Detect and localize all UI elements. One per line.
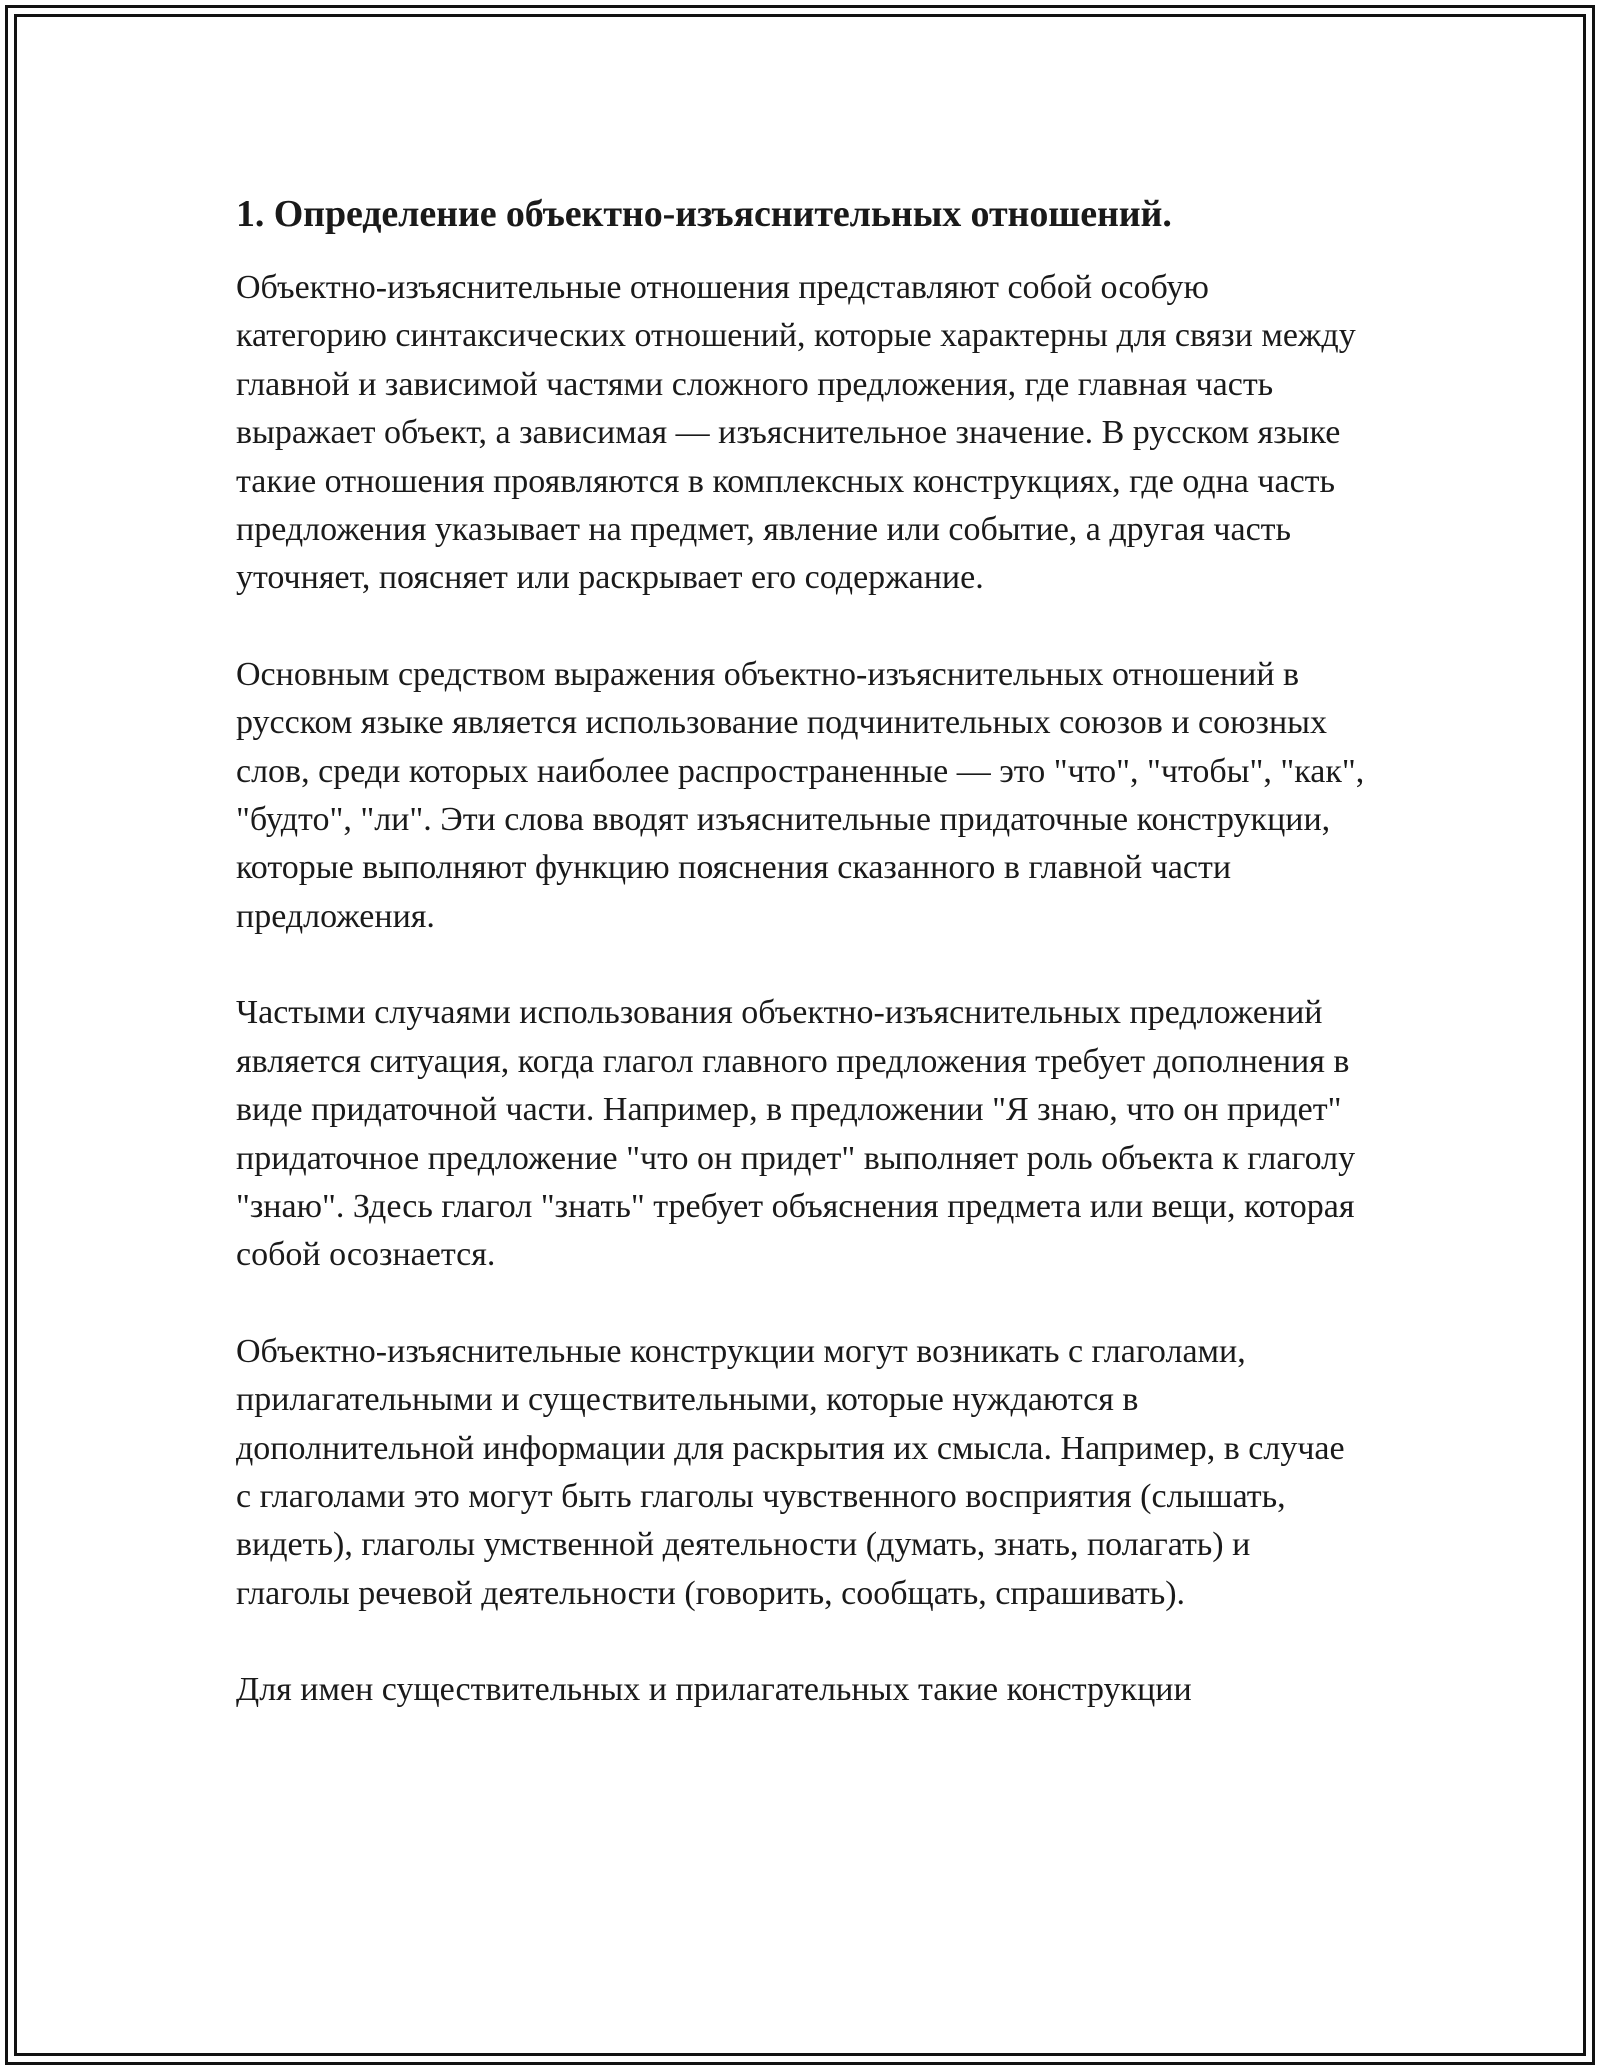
paragraph-definition: Объектно-изъяснительные отношения представляют собой особую категорию синтаксических отношений, которые характерны для связи между главной и зависимой частями сложного предложения, где главная часть выражает объект, а зависимая — изъяснительное значение. В русском языке такие отношения проявляются в комплексных конструкциях, где одна часть предложения указывает на предмет, явление или событие, а другая часть уточняет, поясняет или раскрывает его содержание. <box>236 269 1356 597</box>
paragraph-verb-example: Частыми случаями использования объектно-изъяснительных предложений является ситуация, когда глагол главного предложения требует дополнения в виде придаточной части. Например, в предложении "Я знаю, что он придет" придаточное предложение "что он придет" выполняет роль объекта к глаголу "знаю". Здесь глагол "знать" требует объяснения предмета или вещи, которая собой осознается. <box>236 994 1356 1274</box>
document-page <box>236 186 1366 1763</box>
section-heading: 1. Определение объектно-изъяснительных отношений. <box>236 193 1172 235</box>
paragraph-conjunctions: Основным средством выражения объектно-изъяснительных отношений в русском языке является использование подчинительных союзов и союзных слов, среди которых наиболее распространенные — это "что", "чтобы", "как", "будто", "ли". Эти слова вводят изъяснительные придаточные конструкции, которые выполняют функцию пояснения сказанного в главной части предложения. <box>236 655 1365 935</box>
paragraph-nouns-adjectives: Для имен существительных и прилагательных такие конструкции <box>236 1671 1192 1709</box>
paragraph-word-classes: Объектно-изъяснительные конструкции могут возникать с глаголами, прилагательными и существительными, которые нуждаются в дополнительной информации для раскрытия их смысла. Например, в случае с глаголами это могут быть глаголы чувственного восприятия (слышать, видеть), глаголы умственной деятельности (думать, знать, полагать) и глаголы речевой деятельности (говорить, сообщать, спрашивать). <box>236 1332 1345 1612</box>
